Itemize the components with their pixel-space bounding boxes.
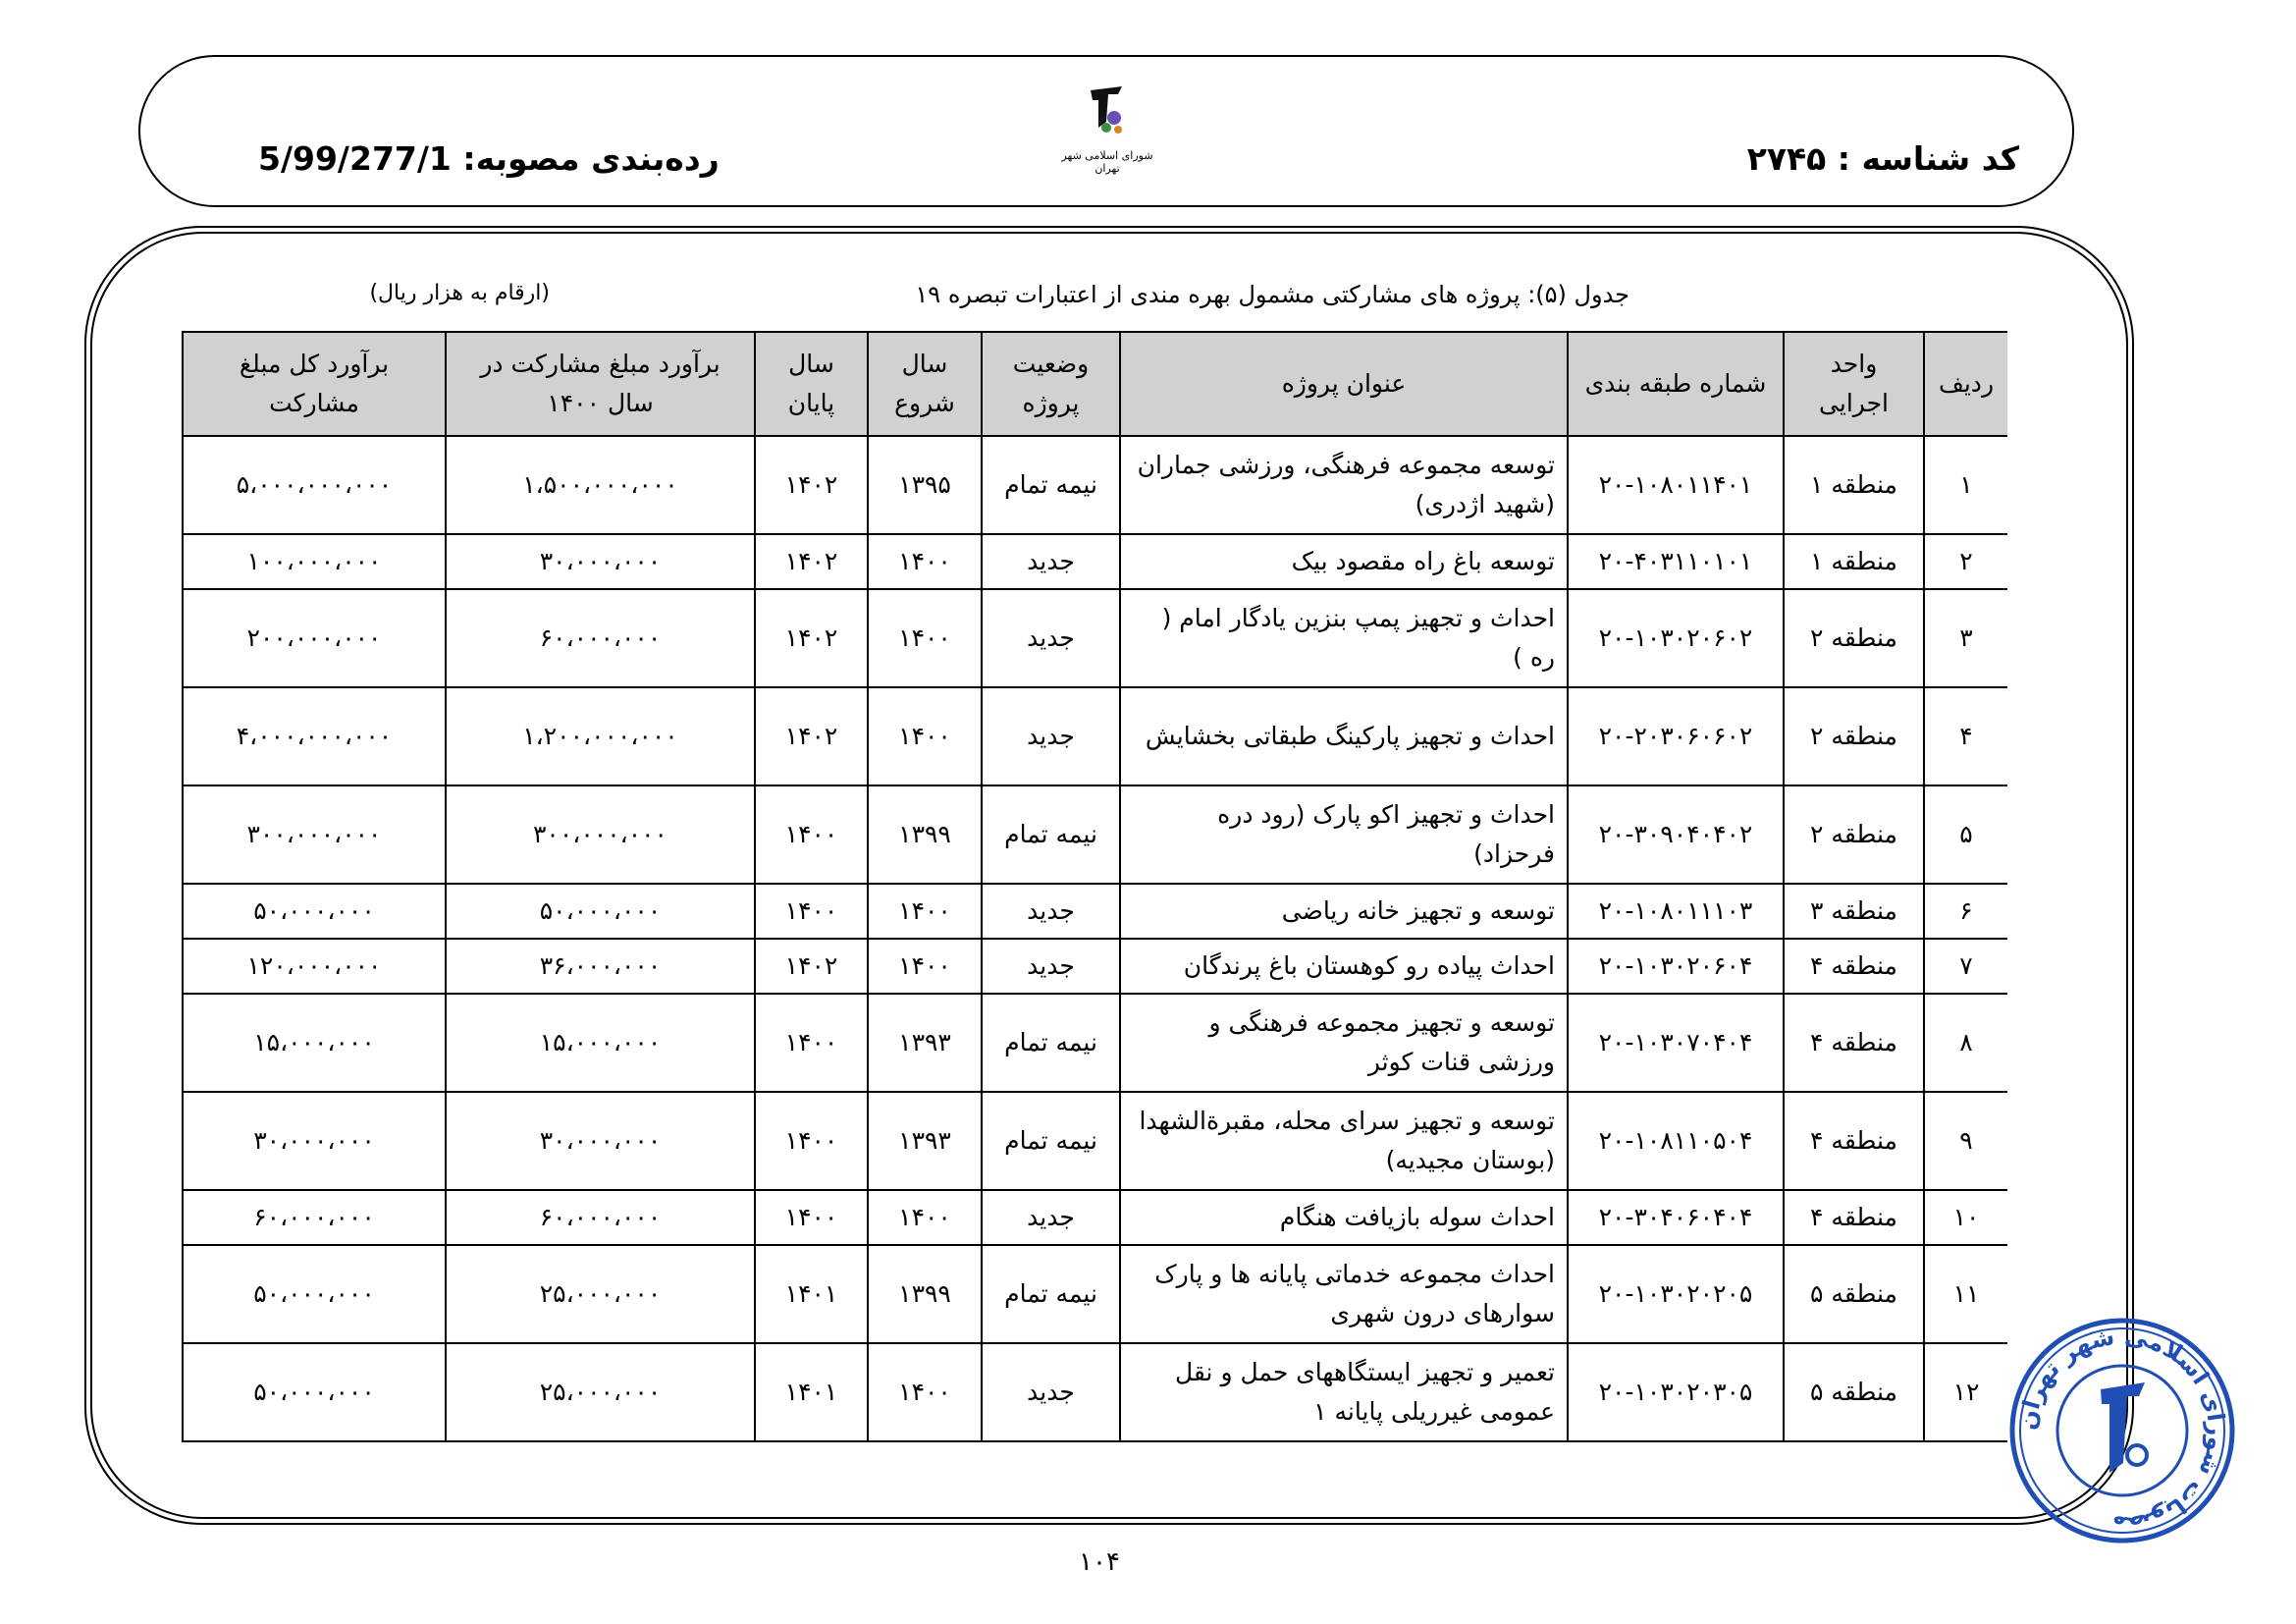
cell-start: ۱۳۹۳: [868, 1092, 982, 1190]
cell-row: ۱۱: [1924, 1245, 2007, 1343]
cell-start: ۱۳۹۳: [868, 994, 982, 1092]
cell-row: ۴: [1924, 687, 2007, 785]
cell-row: ۵: [1924, 785, 2007, 884]
cell-total: ۴،۰۰۰،۰۰۰،۰۰۰: [183, 687, 446, 785]
stamp-text: مصوبات شورای اسلامی شهر تهران: [2013, 1322, 2231, 1540]
cell-end: ۱۴۰۰: [755, 1190, 868, 1245]
cell-amount-1400: ۳۶،۰۰۰،۰۰۰: [446, 939, 755, 994]
col-header-end: سال پایان: [755, 332, 868, 436]
cell-amount-1400: ۲۵،۰۰۰،۰۰۰: [446, 1245, 755, 1343]
cell-unit: منطقه ۴: [1784, 1092, 1924, 1190]
col-header-title: عنوان پروژه: [1120, 332, 1568, 436]
cell-unit: منطقه ۱: [1784, 534, 1924, 589]
cell-status: جدید: [982, 1190, 1120, 1245]
cell-status: جدید: [982, 939, 1120, 994]
cell-code: ۲۰-۱۰۸۰۱۱۴۰۱: [1568, 436, 1784, 534]
cell-unit: منطقه ۵: [1784, 1245, 1924, 1343]
cell-code: ۲۰-۱۰۸۰۱۱۱۰۳: [1568, 884, 1784, 939]
cell-start: ۱۳۹۹: [868, 785, 982, 884]
cell-status: جدید: [982, 589, 1120, 687]
cell-title: توسعه مجموعه فرهنگی، ورزشی جماران (شهید اژدری): [1120, 436, 1568, 534]
cell-unit: منطقه ۲: [1784, 687, 1924, 785]
cell-start: ۱۴۰۰: [868, 1190, 982, 1245]
cell-row: ۱: [1924, 436, 2007, 534]
cell-status: نیمه تمام: [982, 994, 1120, 1092]
table-row: [183, 994, 2007, 1092]
cell-unit: منطقه ۴: [1784, 939, 1924, 994]
cell-code: ۲۰-۱۰۳۰۲۰۶۰۴: [1568, 939, 1784, 994]
table-row: [183, 884, 2007, 939]
council-stamp: [2007, 1316, 2238, 1546]
cell-status: نیمه تمام: [982, 1245, 1120, 1343]
cell-start: ۱۳۹۹: [868, 1245, 982, 1343]
cell-status: جدید: [982, 687, 1120, 785]
cell-start: ۱۴۰۰: [868, 534, 982, 589]
cell-title: احداث و تجهیز پارکینگ طبقاتی بخشایش: [1120, 687, 1568, 785]
cell-total: ۵۰،۰۰۰،۰۰۰: [183, 884, 446, 939]
cell-status: جدید: [982, 884, 1120, 939]
cell-unit: منطقه ۲: [1784, 589, 1924, 687]
table-row: [183, 785, 2007, 884]
cell-row: ۱۲: [1924, 1343, 2007, 1441]
cell-end: ۱۴۰۰: [755, 884, 868, 939]
cell-title: احداث و تجهیز پمپ بنزین یادگار امام ( ره ): [1120, 589, 1568, 687]
cell-code: ۲۰-۳۰۴۰۶۰۴۰۴: [1568, 1190, 1784, 1245]
cell-amount-1400: ۳۰،۰۰۰،۰۰۰: [446, 1092, 755, 1190]
col-header-amount-1400: برآورد مبلغ مشارکت در سال ۱۴۰۰: [446, 332, 755, 436]
cell-unit: منطقه ۳: [1784, 884, 1924, 939]
cell-total: ۵۰،۰۰۰،۰۰۰: [183, 1245, 446, 1343]
cell-row: ۹: [1924, 1092, 2007, 1190]
cell-total: ۱۵،۰۰۰،۰۰۰: [183, 994, 446, 1092]
table-row: [183, 589, 2007, 687]
cell-total: ۳۰۰،۰۰۰،۰۰۰: [183, 785, 446, 884]
classification-label: رده‌بندی مصوبه: 5/99/277/1: [258, 139, 720, 178]
projects-table-wrap: [182, 331, 2007, 1455]
cell-end: ۱۴۰۱: [755, 1245, 868, 1343]
cell-code: ۲۰-۲۰۳۰۶۰۶۰۲: [1568, 687, 1784, 785]
col-header-total: برآورد کل مبلغ مشارکت: [183, 332, 446, 436]
cell-amount-1400: ۱۵،۰۰۰،۰۰۰: [446, 994, 755, 1092]
cell-amount-1400: ۶۰،۰۰۰،۰۰۰: [446, 589, 755, 687]
cell-status: نیمه تمام: [982, 785, 1120, 884]
cell-end: ۱۴۰۲: [755, 534, 868, 589]
cell-unit: منطقه ۴: [1784, 994, 1924, 1092]
cell-code: ۲۰-۱۰۳۰۲۰۳۰۵: [1568, 1343, 1784, 1441]
cell-end: ۱۴۰۲: [755, 436, 868, 534]
cell-status: جدید: [982, 1343, 1120, 1441]
cell-title: توسعه باغ راه مقصود بیک: [1120, 534, 1568, 589]
table-header-row: [183, 332, 2007, 436]
cell-status: نیمه تمام: [982, 436, 1120, 534]
cell-end: ۱۴۰۲: [755, 589, 868, 687]
council-logo-icon: [1053, 82, 1161, 151]
table-row: [183, 1343, 2007, 1441]
cell-title: احداث پیاده رو کوهستان باغ پرندگان: [1120, 939, 1568, 994]
cell-start: ۱۴۰۰: [868, 884, 982, 939]
cell-unit: منطقه ۴: [1784, 1190, 1924, 1245]
cell-status: جدید: [982, 534, 1120, 589]
table-row: [183, 1245, 2007, 1343]
cell-amount-1400: ۳۰۰،۰۰۰،۰۰۰: [446, 785, 755, 884]
table-row: [183, 939, 2007, 994]
cell-total: ۲۰۰،۰۰۰،۰۰۰: [183, 589, 446, 687]
cell-amount-1400: ۶۰،۰۰۰،۰۰۰: [446, 1190, 755, 1245]
table-row: [183, 687, 2007, 785]
cell-row: ۱۰: [1924, 1190, 2007, 1245]
cell-total: ۱۲۰،۰۰۰،۰۰۰: [183, 939, 446, 994]
col-header-unit: واحد اجرایی: [1784, 332, 1924, 436]
document-code: کد شناسه : ۲۷۴۵: [1746, 139, 2019, 178]
table-caption: جدول (۵): پروژه های مشارکتی مشمول بهره مندی از اعتبارات تبصره ۱۹: [915, 281, 1629, 308]
council-stamp-icon: [2007, 1316, 2238, 1546]
cell-title: احداث و تجهیز اکو پارک (رود دره فرحزاد): [1120, 785, 1568, 884]
cell-start: ۱۴۰۰: [868, 589, 982, 687]
cell-amount-1400: ۵۰،۰۰۰،۰۰۰: [446, 884, 755, 939]
cell-unit: منطقه ۱: [1784, 436, 1924, 534]
cell-start: ۱۴۰۰: [868, 1343, 982, 1441]
cell-title: توسعه و تجهیز مجموعه فرهنگی و ورزشی قنات کوثر: [1120, 994, 1568, 1092]
cell-title: احداث سوله بازیافت هنگام: [1120, 1190, 1568, 1245]
cell-end: ۱۴۰۲: [755, 939, 868, 994]
cell-end: ۱۴۰۰: [755, 785, 868, 884]
cell-row: ۶: [1924, 884, 2007, 939]
cell-unit: منطقه ۲: [1784, 785, 1924, 884]
cell-amount-1400: ۲۵،۰۰۰،۰۰۰: [446, 1343, 755, 1441]
cell-start: ۱۳۹۵: [868, 436, 982, 534]
cell-row: ۲: [1924, 534, 2007, 589]
cell-status: نیمه تمام: [982, 1092, 1120, 1190]
cell-code: ۲۰-۱۰۳۰۲۰۲۰۵: [1568, 1245, 1784, 1343]
page-number: ۱۰۴: [1079, 1547, 1120, 1577]
projects-table: [182, 331, 2007, 1442]
table-row: [183, 1190, 2007, 1245]
col-header-status: وضعیت پروژه: [982, 332, 1120, 436]
table-row: [183, 1092, 2007, 1190]
cell-total: ۳۰،۰۰۰،۰۰۰: [183, 1092, 446, 1190]
cell-row: ۳: [1924, 589, 2007, 687]
cell-total: ۵۰،۰۰۰،۰۰۰: [183, 1343, 446, 1441]
logo-caption: شورای اسلامی شهر تهران: [1061, 149, 1153, 175]
cell-end: ۱۴۰۰: [755, 994, 868, 1092]
cell-amount-1400: ۱،۵۰۰،۰۰۰،۰۰۰: [446, 436, 755, 534]
table-row: [183, 534, 2007, 589]
cell-title: توسعه و تجهیز سرای محله، مقبرةالشهدا (بوستان مجیدیه): [1120, 1092, 1568, 1190]
cell-total: ۵،۰۰۰،۰۰۰،۰۰۰: [183, 436, 446, 534]
cell-unit: منطقه ۵: [1784, 1343, 1924, 1441]
cell-code: ۲۰-۴۰۳۱۱۰۱۰۱: [1568, 534, 1784, 589]
col-header-code: شماره طبقه بندی: [1568, 332, 1784, 436]
unit-note: (ارقام به هزار ریال): [369, 281, 550, 305]
cell-total: ۶۰،۰۰۰،۰۰۰: [183, 1190, 446, 1245]
cell-start: ۱۴۰۰: [868, 939, 982, 994]
cell-end: ۱۴۰۱: [755, 1343, 868, 1441]
cell-code: ۲۰-۱۰۸۱۱۰۵۰۴: [1568, 1092, 1784, 1190]
cell-amount-1400: ۱،۲۰۰،۰۰۰،۰۰۰: [446, 687, 755, 785]
cell-row: ۷: [1924, 939, 2007, 994]
cell-code: ۲۰-۱۰۳۰۷۰۴۰۴: [1568, 994, 1784, 1092]
cell-row: ۸: [1924, 994, 2007, 1092]
cell-end: ۱۴۰۲: [755, 687, 868, 785]
col-header-row: ردیف: [1924, 332, 2007, 436]
cell-start: ۱۴۰۰: [868, 687, 982, 785]
cell-amount-1400: ۳۰،۰۰۰،۰۰۰: [446, 534, 755, 589]
cell-total: ۱۰۰،۰۰۰،۰۰۰: [183, 534, 446, 589]
cell-title: تعمیر و تجهیز ایستگاههای حمل و نقل عمومی غیرریلی پایانه ۱: [1120, 1343, 1568, 1441]
cell-end: ۱۴۰۰: [755, 1092, 868, 1190]
header-box: [138, 55, 2074, 207]
council-logo: [1053, 82, 1161, 181]
cell-title: احداث مجموعه خدماتی پایانه ها و پارک سوارهای درون شهری: [1120, 1245, 1568, 1343]
cell-code: ۲۰-۱۰۳۰۲۰۶۰۲: [1568, 589, 1784, 687]
col-header-start: سال شروع: [868, 332, 982, 436]
cell-code: ۲۰-۳۰۹۰۴۰۴۰۲: [1568, 785, 1784, 884]
table-row: [183, 436, 2007, 534]
cell-title: توسعه و تجهیز خانه ریاضی: [1120, 884, 1568, 939]
